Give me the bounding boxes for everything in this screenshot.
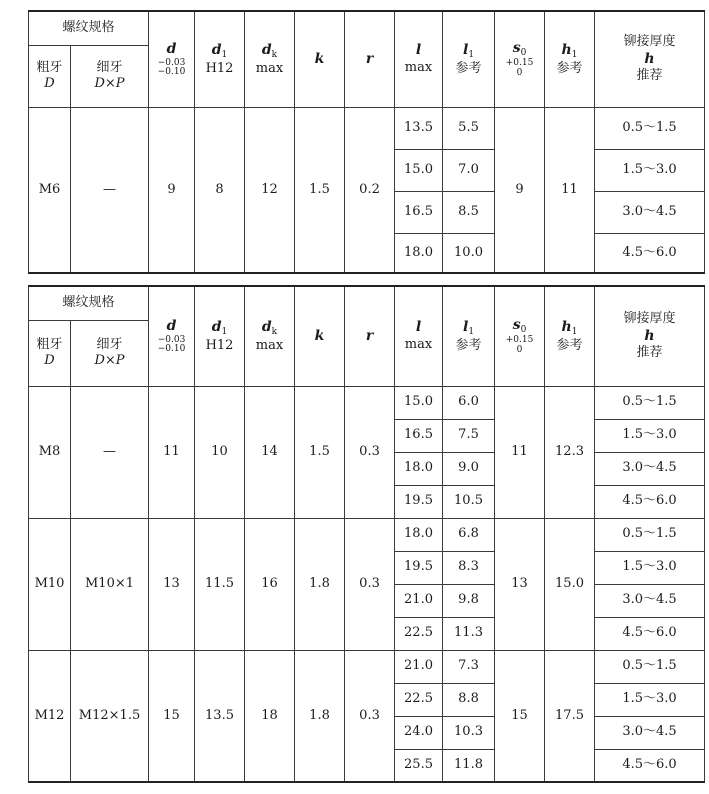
- cell-l: 16.5: [395, 419, 443, 452]
- cell-h: 4.5～6.0: [595, 233, 705, 273]
- cell-h: 1.5～3.0: [595, 551, 705, 584]
- cell-h: 0.5～1.5: [595, 107, 705, 149]
- cell-d1: 11.5: [195, 518, 245, 650]
- cell-h1: 12.3: [545, 386, 595, 518]
- header-d: d −0.03 −0.10: [149, 11, 195, 107]
- cell-coarse: M10: [29, 518, 71, 650]
- table-row: [29, 386, 705, 419]
- cell-coarse: M8: [29, 386, 71, 518]
- header-h: 铆接厚度 h 推荐: [595, 11, 705, 107]
- l1-unit: 参考: [455, 337, 482, 353]
- cell-l1: 10.5: [443, 485, 495, 518]
- cell-d: 13: [149, 518, 195, 650]
- cell-l: 13.5: [395, 107, 443, 149]
- header-h: 铆接厚度 h 推荐: [595, 286, 705, 386]
- header-s0: $s_0$ +0.15 0: [495, 11, 545, 107]
- header-r: r: [345, 11, 395, 107]
- header-coarse: 粗牙 D: [29, 45, 71, 107]
- cell-l1: 7.5: [443, 419, 495, 452]
- table-row: [29, 650, 705, 683]
- header-row: [29, 286, 705, 320]
- cell-h: 0.5～1.5: [595, 650, 705, 683]
- cell-l: 15.0: [395, 149, 443, 191]
- cell-l1: 8.5: [443, 191, 495, 233]
- cell-d1: 13.5: [195, 650, 245, 782]
- cell-l: 22.5: [395, 617, 443, 650]
- cell-l1: 6.8: [443, 518, 495, 551]
- cell-k: 1.8: [295, 518, 345, 650]
- cell-fine: —: [71, 107, 149, 273]
- header-d1: $d_1$ H12: [195, 286, 245, 386]
- h1-unit: 参考: [556, 337, 583, 353]
- dk-unit: max: [255, 60, 284, 76]
- cell-h1: 15.0: [545, 518, 595, 650]
- header-thread-spec: 螺纹规格: [29, 11, 149, 45]
- h1-unit: 参考: [556, 60, 583, 76]
- header-d1: $d_1$ H12: [195, 11, 245, 107]
- cell-l: 15.0: [395, 386, 443, 419]
- cell-h: 0.5～1.5: [595, 518, 705, 551]
- header-k: k: [295, 11, 345, 107]
- header-l: l max: [395, 286, 443, 386]
- cell-r: 0.3: [345, 386, 395, 518]
- cell-fine: M12×1.5: [71, 650, 149, 782]
- spec-table-m8-m12: [28, 285, 705, 783]
- cell-h: 0.5～1.5: [595, 386, 705, 419]
- cell-d: 11: [149, 386, 195, 518]
- cell-l: 25.5: [395, 749, 443, 782]
- s0-tol-lower: 0: [516, 344, 523, 355]
- cell-l: 18.0: [395, 452, 443, 485]
- header-l1: $l_1$ 参考: [443, 11, 495, 107]
- cell-l: 21.0: [395, 584, 443, 617]
- cell-dk: 16: [245, 518, 295, 650]
- dk-unit: max: [255, 337, 284, 353]
- cell-h: 4.5～6.0: [595, 617, 705, 650]
- cell-k: 1.5: [295, 107, 345, 273]
- header-dk: $d_k$ max: [245, 286, 295, 386]
- cell-dk: 14: [245, 386, 295, 518]
- cell-h: 3.0～4.5: [595, 716, 705, 749]
- header-h1: $h_1$ 参考: [545, 11, 595, 107]
- cell-r: 0.3: [345, 518, 395, 650]
- cell-h: 1.5～3.0: [595, 149, 705, 191]
- cell-l: 21.0: [395, 650, 443, 683]
- d1-unit: H12: [205, 60, 234, 76]
- cell-d1: 8: [195, 107, 245, 273]
- cell-s0: 11: [495, 386, 545, 518]
- cell-l: 18.0: [395, 233, 443, 273]
- header-fine: 细牙 D×P: [71, 45, 149, 107]
- l-unit: max: [404, 336, 433, 352]
- cell-h: 4.5～6.0: [595, 749, 705, 782]
- cell-l1: 10.3: [443, 716, 495, 749]
- cell-h: 1.5～3.0: [595, 683, 705, 716]
- cell-h: 3.0～4.5: [595, 452, 705, 485]
- cell-r: 0.3: [345, 650, 395, 782]
- cell-dk: 18: [245, 650, 295, 782]
- cell-coarse: M6: [29, 107, 71, 273]
- cell-l: 18.0: [395, 518, 443, 551]
- cell-l: 22.5: [395, 683, 443, 716]
- cell-h: 1.5～3.0: [595, 419, 705, 452]
- cell-h1: 17.5: [545, 650, 595, 782]
- cell-h: 4.5～6.0: [595, 485, 705, 518]
- cell-k: 1.8: [295, 650, 345, 782]
- cell-l: 16.5: [395, 191, 443, 233]
- cell-d1: 10: [195, 386, 245, 518]
- cell-fine: —: [71, 386, 149, 518]
- header-h1: $h_1$ 参考: [545, 286, 595, 386]
- cell-l1: 7.3: [443, 650, 495, 683]
- cell-l1: 8.3: [443, 551, 495, 584]
- header-k: k: [295, 286, 345, 386]
- header-l: l max: [395, 11, 443, 107]
- cell-l1: 10.0: [443, 233, 495, 273]
- header-dk: $d_k$ max: [245, 11, 295, 107]
- cell-l1: 11.8: [443, 749, 495, 782]
- cell-l: 19.5: [395, 485, 443, 518]
- l-unit: max: [404, 59, 433, 75]
- cell-d: 15: [149, 650, 195, 782]
- cell-fine: M10×1: [71, 518, 149, 650]
- cell-h: 3.0～4.5: [595, 584, 705, 617]
- header-fine: 细牙 D×P: [71, 320, 149, 386]
- header-coarse: 粗牙 D: [29, 320, 71, 386]
- cell-h: 3.0～4.5: [595, 191, 705, 233]
- cell-d: 9: [149, 107, 195, 273]
- l1-unit: 参考: [455, 60, 482, 76]
- cell-l1: 6.0: [443, 386, 495, 419]
- d-tol-upper: −0.03: [157, 334, 186, 345]
- cell-l1: 11.3: [443, 617, 495, 650]
- cell-dk: 12: [245, 107, 295, 273]
- cell-r: 0.2: [345, 107, 395, 273]
- s0-tol-upper: +0.15: [505, 58, 534, 69]
- cell-h1: 11: [545, 107, 595, 273]
- cell-l1: 8.8: [443, 683, 495, 716]
- cell-s0: 13: [495, 518, 545, 650]
- cell-k: 1.5: [295, 386, 345, 518]
- cell-s0: 9: [495, 107, 545, 273]
- d-tol-lower: −0.10: [157, 67, 186, 77]
- d-tol-lower: −0.10: [157, 344, 186, 354]
- header-r: r: [345, 286, 395, 386]
- header-l1: $l_1$ 参考: [443, 286, 495, 386]
- cell-l1: 7.0: [443, 149, 495, 191]
- header-s0: $s_0$ +0.15 0: [495, 286, 545, 386]
- table-row: [29, 518, 705, 551]
- table-row: [29, 107, 705, 149]
- spec-table-m6: [28, 10, 705, 274]
- s0-tol-upper: +0.15: [505, 335, 534, 346]
- cell-s0: 15: [495, 650, 545, 782]
- cell-l1: 5.5: [443, 107, 495, 149]
- d1-unit: H12: [205, 337, 234, 353]
- header-d: d −0.03 −0.10: [149, 286, 195, 386]
- d-tol-upper: −0.03: [157, 57, 186, 68]
- cell-l: 19.5: [395, 551, 443, 584]
- cell-l: 24.0: [395, 716, 443, 749]
- cell-l1: 9.8: [443, 584, 495, 617]
- s0-tol-lower: 0: [516, 67, 523, 78]
- header-row: [29, 11, 705, 45]
- header-thread-spec: 螺纹规格: [29, 286, 149, 320]
- cell-l1: 9.0: [443, 452, 495, 485]
- cell-coarse: M12: [29, 650, 71, 782]
